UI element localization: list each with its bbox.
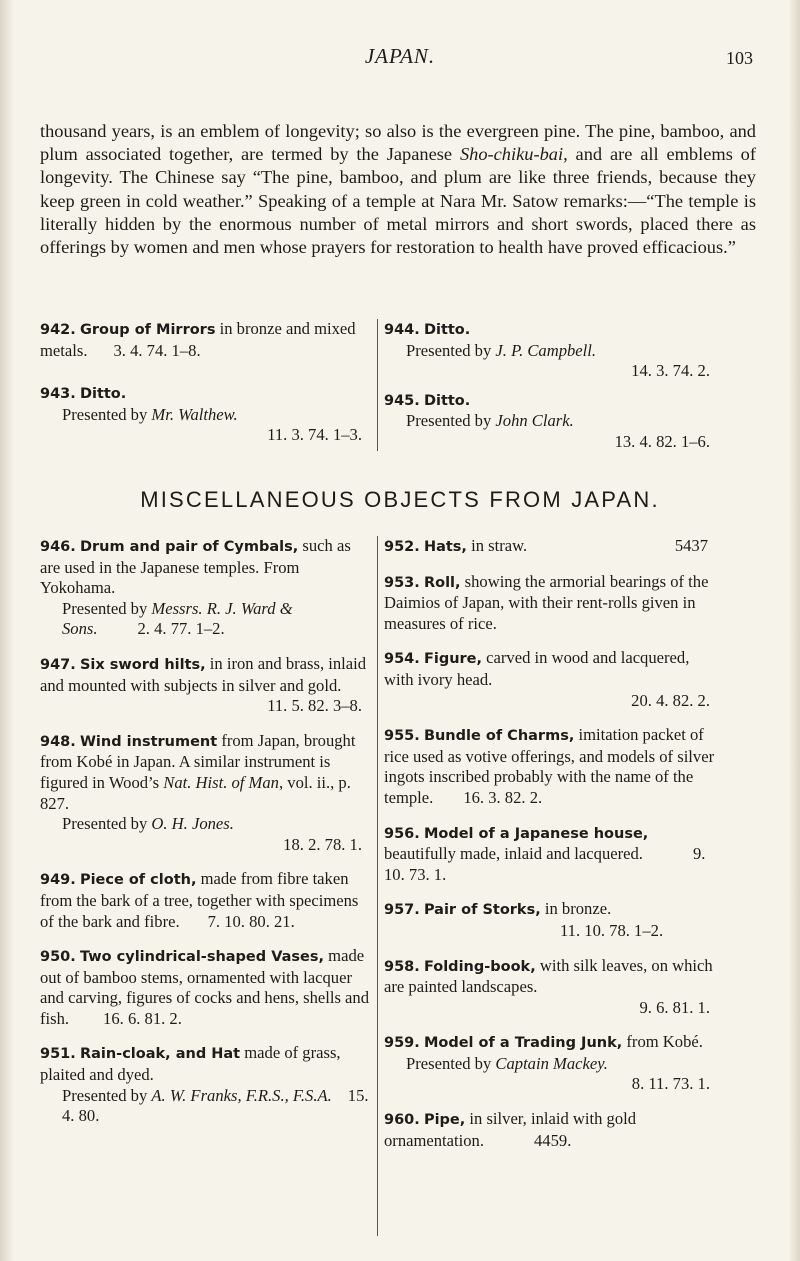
presented-label: Presented by (62, 814, 152, 834)
entry-text: in bronze and mixed metals. (40, 319, 356, 360)
entry-title: Ditto. (79, 386, 127, 403)
entry-title: Hats, (423, 539, 467, 555)
left-column (40, 319, 370, 446)
entry-text: made out of bamboo stems, ornamented with lacquer and carving, figures of cocks and hens, shells and fish. (40, 946, 370, 1028)
donor-name: Messrs. R. J. Ward & Sons. (62, 598, 293, 639)
entry-957 (384, 899, 718, 941)
column-divider (377, 319, 378, 451)
entry-title: Folding-book, (423, 958, 536, 975)
entry-ref: 4459. (534, 1130, 572, 1150)
column-divider (377, 536, 378, 1236)
entry-942 (40, 319, 370, 361)
entry-ref: 8. 11. 73. 1. (631, 1074, 710, 1094)
entry-title: Drum and pair of Cymbals, (79, 539, 299, 555)
donor-name: John Clark. (495, 411, 574, 431)
entry-number: 954. (384, 651, 420, 668)
entry-946 (40, 536, 370, 640)
entry-947 (40, 654, 370, 717)
entry-960 (384, 1109, 718, 1151)
presented-label: Presented by (62, 404, 152, 424)
entry-number: 948. (40, 733, 76, 750)
entry-949 (40, 869, 370, 932)
entry-title: Figure, (423, 651, 483, 668)
page-edge-right (788, 0, 800, 1261)
entry-text: in iron and brass, inlaid and mounted with subjects in silver and gold. (40, 653, 367, 695)
entry-text: imitation packet of rice used as votive offerings, and models of silver ingots inscribed probably with the name of the temple. (384, 725, 715, 807)
left-column (40, 536, 370, 1127)
entry-ref: 7. 10. 80. 21. (207, 911, 295, 931)
donor-name: Captain Mackey. (495, 1053, 608, 1073)
right-column (384, 319, 718, 453)
entry-presented (40, 405, 370, 426)
entry-ref: 18. 2. 78. 1. (283, 834, 362, 854)
presented-label: Presented by (406, 340, 496, 360)
entry-ref: 20. 4. 82. 2. (631, 690, 710, 710)
entry-number: 942. (40, 322, 76, 338)
entry-number: 949. (40, 872, 76, 889)
entry-ref: 9. 10. 73. 1. (384, 844, 706, 884)
entry-text: in silver, inlaid with gold ornamentation. (384, 1109, 637, 1150)
donor-name: J. P. Campbell. (495, 340, 597, 360)
entry-title: Piece of cloth, (79, 872, 197, 889)
entry-951 (40, 1043, 370, 1126)
entry-title: Two cylindrical-shaped Vases, (79, 949, 325, 966)
entry-presented (40, 814, 370, 835)
entry-948 (40, 731, 370, 856)
intro-text-2: , and are all emblems of longevity. The Chinese say “The pine, bamboo, and plum are like three friends, because they keep green in cold weather.” Speaking of a temple at Nara Mr. Satow remarks:—“The temple is literally hidden by the enormous number of metal mirrors and short swords, placed there as offerings by women and men whose prayers for restoration to health have proved efficacious.” (40, 144, 757, 258)
entry-944 (384, 319, 718, 382)
entry-text: from Kobé. (622, 1032, 703, 1052)
entry-number: 944. (384, 322, 420, 338)
entry-title: Group of Mirrors (79, 322, 216, 338)
entry-number: 958. (384, 958, 420, 975)
page-number: 103 (726, 48, 753, 68)
entry-953 (384, 572, 718, 635)
entry-ref: 3. 4. 74. 1–8. (113, 340, 201, 360)
entry-text: made of grass, plaited and dyed. (40, 1043, 341, 1085)
entry-ref: 9. 6. 81. 1. (639, 997, 710, 1017)
entry-number: 947. (40, 656, 76, 673)
donor-name: A. W. Franks, F.R.S., F.S.A. (151, 1085, 332, 1105)
entry-title: Six sword hilts, (79, 656, 206, 673)
book-title: Nat. Hist. of Man (163, 772, 279, 792)
entry-ref: 2. 4. 77. 1–2. (137, 619, 225, 639)
entry-presented (40, 599, 370, 640)
donor-name: Mr. Walthew. (151, 404, 238, 424)
entry-text: in bronze. (540, 899, 612, 919)
entry-954 (384, 648, 718, 711)
entry-number: 950. (40, 949, 76, 966)
entry-number: 946. (40, 539, 76, 555)
entry-ref: 13. 4. 82. 1–6. (614, 431, 710, 451)
page-edge-left (0, 0, 14, 1261)
entry-text: from Japan, brought from Kobé in Japan. A similar instrument is figured in Wood’s (40, 730, 356, 792)
running-head: JAPAN. (364, 44, 436, 68)
entry-presented (384, 1054, 718, 1075)
entry-ref: 11. 5. 82. 3–8. (267, 696, 362, 716)
entry-958 (384, 956, 718, 1019)
entry-title: Pipe, (423, 1112, 466, 1129)
entry-title: Model of a Trading Junk, (423, 1035, 623, 1052)
entry-ref: 15. 4. 80. (62, 1085, 369, 1126)
presented-label: Presented by (406, 411, 496, 431)
entry-title: Roll, (423, 574, 461, 591)
entry-number: 953. (384, 574, 420, 591)
entry-950 (40, 946, 370, 1029)
entry-text: carved in wood and lacquered, with ivory head. (384, 648, 690, 689)
entry-number: 945. (384, 392, 420, 409)
entry-ref: 16. 3. 82. 2. (463, 787, 543, 807)
entry-number: 960. (384, 1112, 420, 1129)
entry-text-2: , vol. ii., p. 827. (40, 772, 351, 813)
entry-ref: 14. 3. 74. 2. (631, 361, 710, 381)
entry-title: Model of a Japanese house, (423, 825, 649, 842)
donor-name: O. H. Jones. (151, 814, 234, 834)
entry-presented (384, 411, 718, 432)
entry-text: beautifully made, inlaid and lacquered. (384, 844, 643, 864)
entry-text: made from fibre taken from the bark of a tree, together with specimens of the bark and fibre. (40, 869, 359, 931)
entry-number: 955. (384, 728, 420, 745)
entry-ref: 11. 3. 74. 1–3. (267, 425, 362, 445)
entry-number: 959. (384, 1035, 420, 1052)
entry-945 (384, 390, 718, 453)
entry-text: in straw. (466, 536, 528, 555)
entry-presented (384, 341, 718, 362)
entry-ref: 5437 (674, 536, 708, 555)
right-column (384, 536, 718, 1151)
entry-ref: 11. 10. 78. 1–2. (560, 920, 664, 940)
entry-959 (384, 1032, 718, 1095)
entry-955 (384, 725, 718, 808)
entry-title: Ditto. (423, 392, 471, 409)
entry-number: 943. (40, 386, 76, 403)
entry-number: 957. (384, 902, 420, 919)
entry-number: 956. (384, 825, 420, 842)
entry-title: Ditto. (423, 322, 471, 338)
presented-label: Presented by (62, 1085, 152, 1105)
entry-943 (40, 383, 370, 446)
entry-title: Wind instrument (79, 733, 218, 750)
intro-term: Sho-chiku-bai (459, 144, 564, 165)
entry-text: showing the armorial bearings of the Daimios of Japan, with their rent-rolls given in measures of rice. (384, 571, 709, 633)
entry-952 (384, 536, 718, 558)
entry-number: 951. (40, 1046, 76, 1063)
section-heading: MISCELLANEOUS OBJECTS FROM JAPAN. (140, 487, 660, 512)
entry-956 (384, 823, 718, 886)
entry-text: such as are used in the Japanese temples. From Yokohama. (40, 536, 351, 598)
entry-title: Rain-cloak, and Hat (79, 1046, 241, 1063)
intro-paragraph (40, 120, 756, 259)
entry-ref: 16. 6. 81. 2. (103, 1008, 182, 1028)
intro-text-1: thousand years, is an emblem of longevity; so also is the evergreen pine. The pine, bamboo, and plum associated together, are termed by the Japanese (40, 121, 756, 165)
entry-title: Pair of Storks, (423, 902, 541, 919)
entry-number: 952. (384, 539, 420, 555)
presented-label: Presented by (62, 598, 152, 618)
entry-text: with silk leaves, on which are painted landscapes. (384, 955, 713, 997)
entry-title: Bundle of Charms, (423, 728, 575, 745)
entry-presented (40, 1086, 370, 1127)
presented-label: Presented by (406, 1053, 496, 1073)
